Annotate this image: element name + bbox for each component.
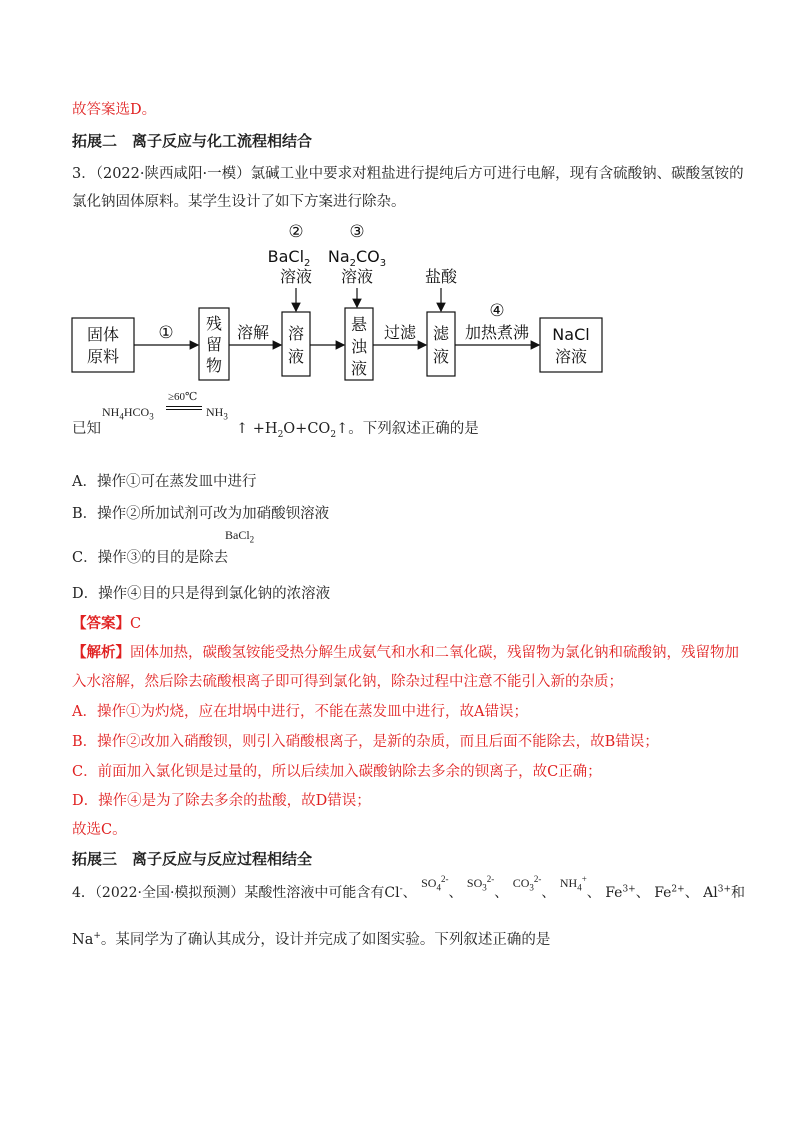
box-residue-label2: 留 bbox=[205, 335, 223, 354]
analysis-c: C．前面加入氯化钡是过量的，所以后续加入碳酸钠除去多余的钡离子，故C正确； bbox=[72, 764, 602, 780]
section-heading-3: 拓展三 离子反应与反应过程相结全 bbox=[72, 850, 313, 868]
step4-label: ④ bbox=[489, 301, 505, 321]
option-a: A．操作①可在蒸发皿中进行 bbox=[72, 474, 257, 490]
option-d: D．操作④目的只是得到氯化钠的浓溶液 bbox=[72, 586, 331, 602]
box-raw-label1: 固体 bbox=[86, 325, 120, 344]
question-4-line2: Na+。某同学为了确认其成分，设计并完成了如图实验。下列叙述正确的是 bbox=[72, 931, 551, 948]
heat-label: 加热煮沸 bbox=[464, 323, 530, 342]
question-4-line1: 4．（2022·全国·模拟预测）某酸性溶液中可能含有Cl-、 $SO_4^{2-}$、 $SO_3^{2-}$、 $CO_3^{2-}$、 $NH_4^+$、 $Fe^{3+}$、 $Fe^{2+}$、 $Al^{3+}$和 bbox=[72, 874, 746, 901]
step3-label: ③ bbox=[349, 222, 365, 242]
box-nacl-label1: NaCl bbox=[552, 325, 590, 344]
known-reaction-product: $NH_3$ bbox=[206, 405, 228, 422]
box-suspension-label2: 浊 bbox=[350, 337, 368, 356]
question-3-line2: 氯化钠固体原料。某学生设计了如下方案进行除杂。 bbox=[72, 194, 406, 210]
analysis-line2: 入水溶解，然后除去硫酸根离子即可得到氯化钠，除杂过程中注意不能引入新的杂质； bbox=[72, 674, 623, 690]
conclusion: 故选C。 bbox=[72, 822, 127, 838]
box-solution bbox=[282, 312, 310, 376]
box-suspension-label3: 液 bbox=[350, 359, 368, 378]
analysis-d: D．操作④是为了除去多余的盐酸，故D错误； bbox=[72, 793, 371, 809]
dissolve-label: 溶解 bbox=[236, 323, 270, 342]
reagent3-solution: 溶液 bbox=[340, 267, 374, 286]
ion-nh4: $NH_4^+$ bbox=[559, 874, 587, 893]
step1-label: ① bbox=[158, 323, 174, 343]
section-heading-2: 拓展二 离子反应与化工流程相结合 bbox=[72, 132, 313, 150]
filter-label: 过滤 bbox=[383, 323, 417, 342]
ion-so3: $SO_3^{2-}$ bbox=[466, 874, 495, 893]
answer-line: 【答案】C bbox=[72, 615, 142, 632]
known-reaction-condition: ≥60℃ bbox=[168, 391, 198, 403]
known-suffix: ↑ $+H_2O+CO_2↑$。下列叙述正确的是 bbox=[236, 421, 479, 440]
equals-sign bbox=[166, 406, 202, 410]
hcl-label: 盐酸 bbox=[424, 267, 458, 286]
box-residue-label1: 残 bbox=[205, 314, 223, 333]
analysis-line1: 【解析】固体加热，碳酸氢铵能受热分解生成氨气和水和二氧化碳，残留物为氯化钠和硫酸钠，残留物加 bbox=[72, 644, 739, 661]
known-prefix: 已知 bbox=[72, 421, 101, 437]
box-filtrate bbox=[427, 312, 455, 376]
step2-label: ② bbox=[288, 222, 304, 242]
box-filtrate-label2: 液 bbox=[432, 347, 450, 366]
ion-co3: $CO_3^{2-}$ bbox=[512, 874, 542, 893]
box-filtrate-label1: 滤 bbox=[432, 324, 450, 343]
ion-so4: $SO_4^{2-}$ bbox=[421, 874, 449, 893]
answer-conclusion-prev: 故答案选D。 bbox=[72, 102, 157, 118]
box-raw-label2: 原料 bbox=[86, 347, 120, 366]
analysis-a: A．操作①为灼烧，应在坩埚中进行，不能在蒸发皿中进行，故A错误； bbox=[72, 704, 528, 720]
box-suspension-label1: 悬 bbox=[350, 315, 368, 334]
box-solution-label1: 溶 bbox=[287, 324, 305, 343]
box-solution-label2: 液 bbox=[287, 347, 305, 366]
reagent3-formula: $Na_2CO_3$ bbox=[327, 247, 387, 269]
reagent2-formula: BaCl$_2$ bbox=[267, 247, 311, 269]
box-nacl-label2: 溶液 bbox=[554, 347, 588, 366]
option-c: C．操作③的目的是除去 bbox=[72, 550, 229, 566]
reagent2-solution: 溶液 bbox=[279, 267, 313, 286]
analysis-b: B．操作②改加入硝酸钡，则引入硝酸根离子，是新的杂质，而且后面不能除去，故B错误； bbox=[72, 734, 659, 750]
option-b: B．操作②所加试剂可改为加硝酸钡溶液 bbox=[72, 506, 330, 522]
option-c-formula: BaCl$_2$ bbox=[225, 528, 255, 545]
known-reaction-reactant: $NH_4HCO_3$ bbox=[102, 405, 154, 422]
flow-diagram bbox=[0, 0, 800, 400]
question-3-line1: 3．（2022·陕西咸阳·一模）氯碱工业中要求对粗盐进行提纯后方可进行电解，现有含硫酸钠、碳酸氢铵的 bbox=[72, 166, 744, 182]
box-residue-label3: 物 bbox=[205, 356, 223, 375]
